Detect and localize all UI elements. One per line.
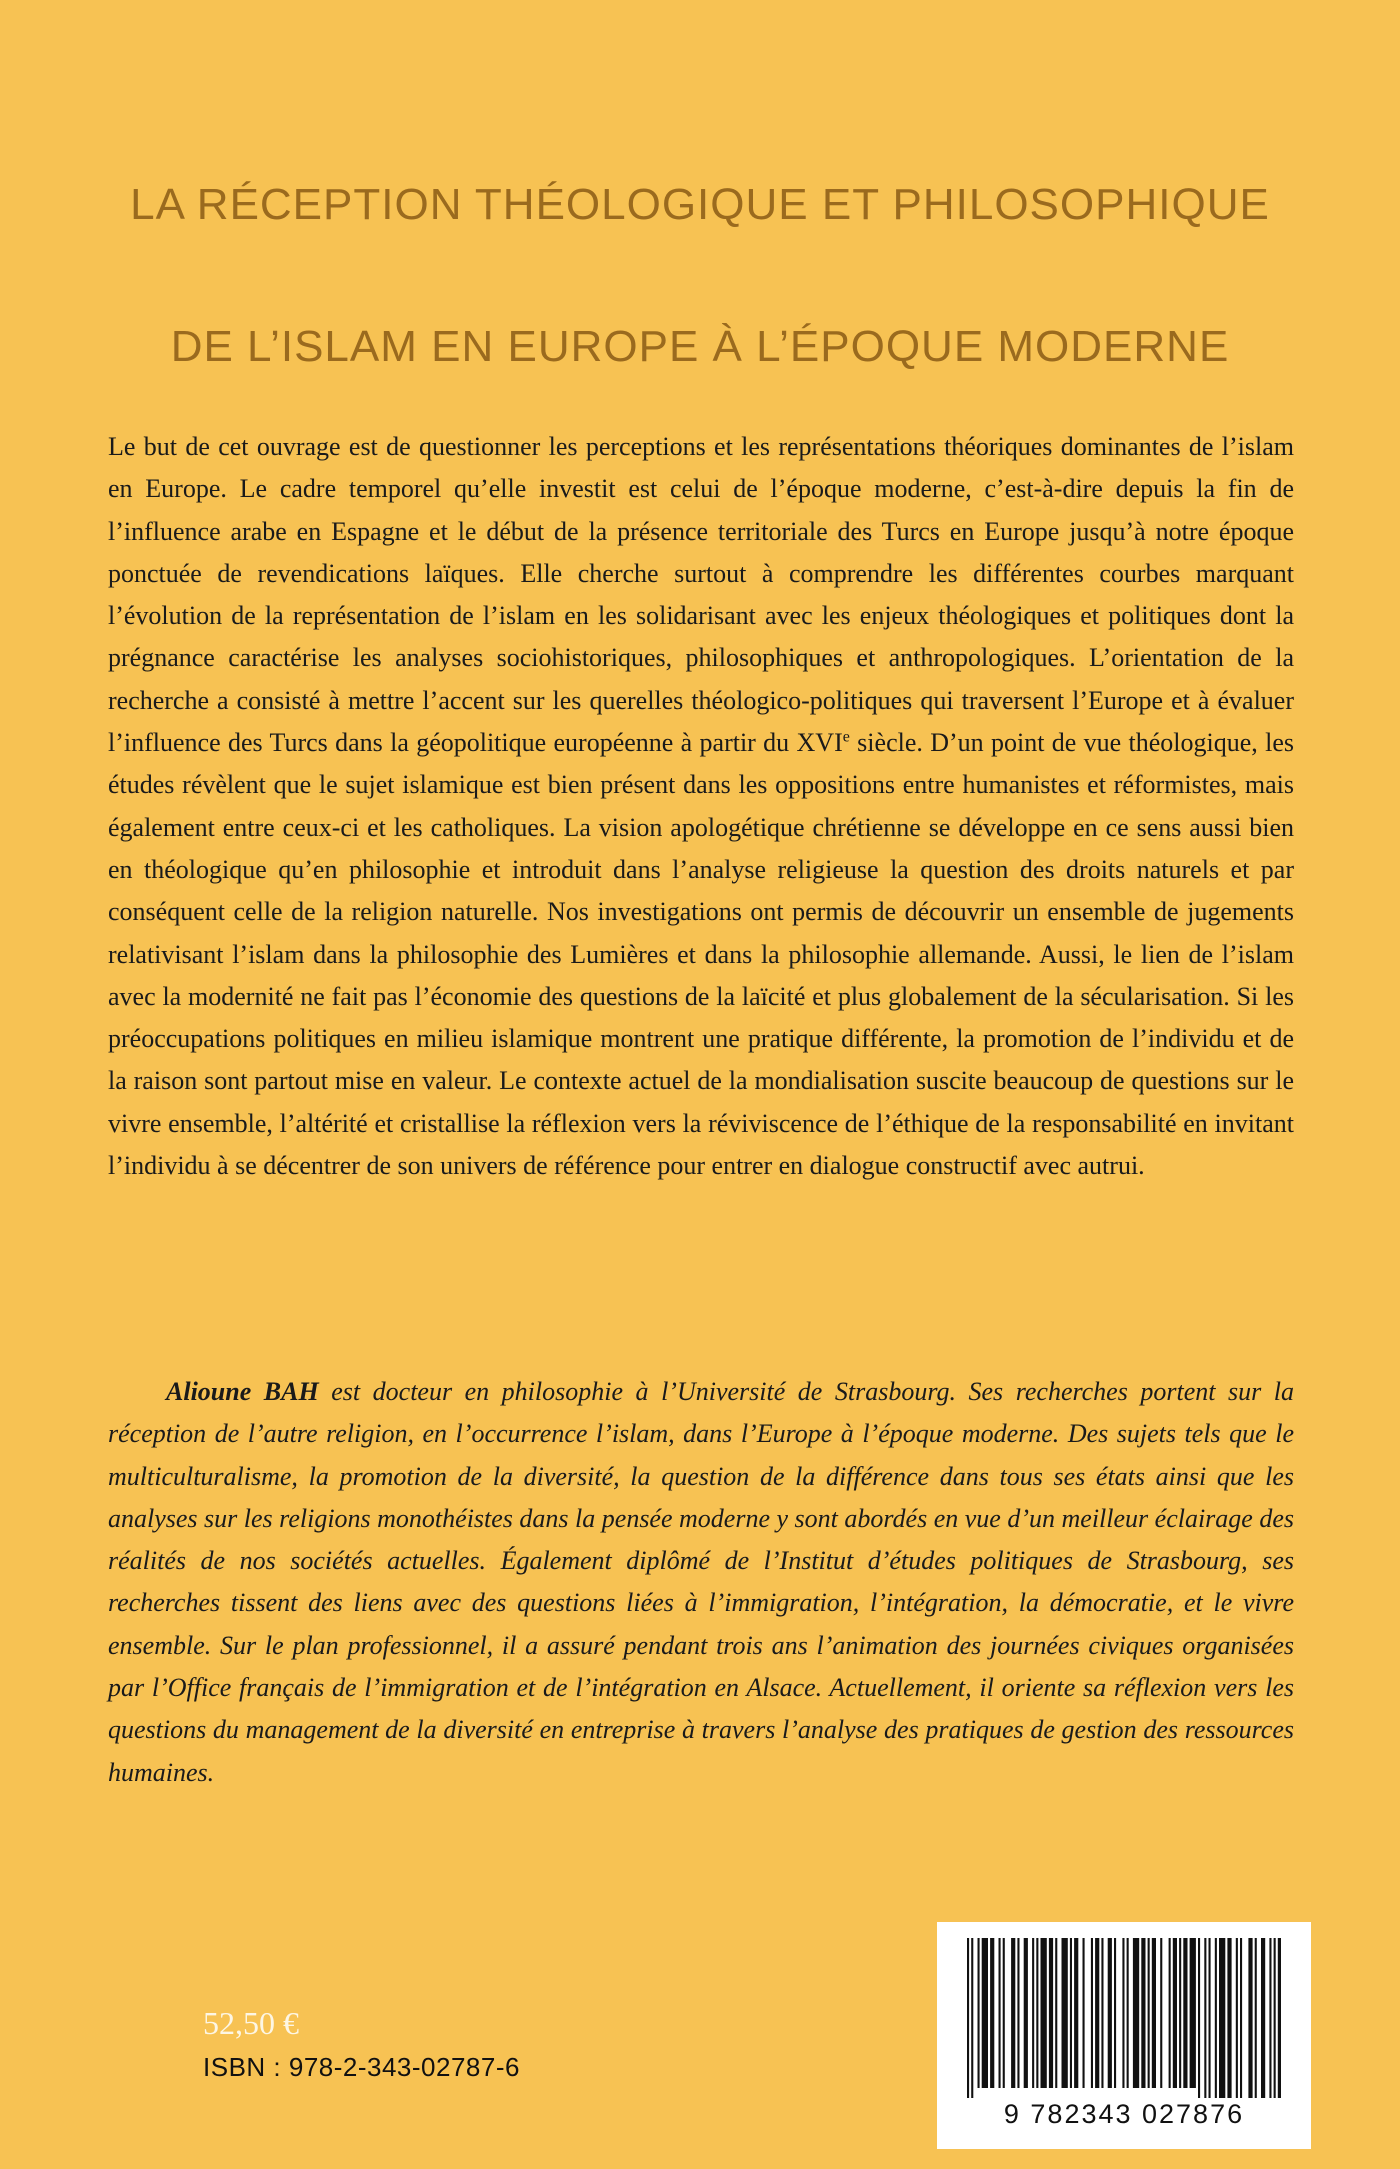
barcode-bar <box>1049 1938 1053 2088</box>
barcode-bar <box>1127 1938 1129 2088</box>
title-line-1: LA RÉCEPTION THÉOLOGIQUE ET PHILOSOPHIQUE <box>130 180 1270 229</box>
barcode-bar <box>1070 1938 1072 2088</box>
barcode-bar <box>1152 1938 1156 2088</box>
barcode-bar <box>1141 1938 1145 2088</box>
barcode-bar <box>1278 1938 1281 2098</box>
summary-text-part-2: siècle. D’un point de vue théologique, les études révèlent que le sujet islamique est bien présent dans les oppositions entre humanistes et réformistes, mais également entre ceux-ci et les catholiques. La vision apologétique chrétienne se développe en ce sens aussi bien en théologique qu’en philosophie et introduit dans l’analyse religieuse la question des droits naturels et par conséquent celle de la religion naturelle. Nos investigations ont permis de découvrir un ensemble de jugements relativisant l’islam dans la philosophie des Lumières et dans la philosophie allemande. Aussi, le lien de l’islam avec la modernité ne fait pas l’économie des questions de la laïcité et plus globalement de la sécularisation. Si les préoccupations politiques en milieu islamique montrent une pratique différente, la promotion de l’individu et de la raison sont partout mise en valeur. Le contexte actuel de la mondialisation suscite beaucoup de questions sur le vivre ensemble, l’altérité et cristallise la réflexion vers la réviviscence de l’éthique de la responsabilité en invitant l’individu à se décentrer de son univers de référence pour entrer en dialogue constructif avec autrui. <box>108 728 1294 1181</box>
barcode-bar <box>1219 1938 1225 2098</box>
barcode-bar <box>1198 1938 1200 2098</box>
barcode-bar <box>1062 1938 1068 2088</box>
barcode-bar <box>1255 1938 1257 2098</box>
barcode-bar <box>1236 1938 1238 2098</box>
barcode-bar <box>1209 1938 1211 2098</box>
barcode-bar <box>967 1938 969 2098</box>
barcode-bar <box>1108 1938 1112 2088</box>
barcode-bar <box>1133 1938 1139 2088</box>
barcode-bar <box>1179 1938 1181 2088</box>
barcode-bar <box>1074 1938 1078 2088</box>
barcode-icon <box>967 1938 1281 2098</box>
barcode-bar <box>1183 1938 1187 2088</box>
barcode-bar <box>1274 1938 1276 2098</box>
barcode-bar <box>1114 1938 1116 2088</box>
barcode-bar <box>1101 1938 1103 2088</box>
barcode-bar <box>971 1938 973 2098</box>
author-bio-paragraph <box>108 1371 1294 1794</box>
barcode-bar <box>1227 1938 1231 2098</box>
barcode-bar <box>1269 1938 1271 2098</box>
isbn-label: ISBN : 978-2-343-02787-6 <box>203 2052 520 2082</box>
barcode-bar <box>1041 1938 1047 2088</box>
barcode-bar <box>1204 1938 1206 2098</box>
barcode-bar <box>1240 1938 1242 2098</box>
barcode-bar <box>990 1938 994 2088</box>
barcode-bar <box>1190 1938 1196 2088</box>
barcode-bar <box>1032 1938 1034 2088</box>
barcode-bar <box>982 1938 988 2088</box>
barcode-bar <box>1083 1938 1085 2088</box>
barcode-bar <box>1160 1938 1162 2088</box>
barcode-bar <box>1122 1938 1124 2088</box>
barcode-bar <box>1011 1938 1015 2088</box>
barcode-bar <box>1003 1938 1005 2088</box>
barcode-bar <box>1055 1938 1057 2088</box>
barcode-bar <box>1024 1938 1028 2088</box>
author-bio-text: est docteur en philosophie à l’Université de Strasbourg. Ses recherches portent sur la réception de l’autre religion, en l’occurrence l’islam, dans l’Europe à l’époque moderne. Des sujets tels que le multiculturalisme, la promotion de la diversité, la question de la différence dans tous ses états ainsi que les analyses sur les religions monothéistes dans la pensée moderne y sont abordés en vue d’un meilleur éclairage des réalités de nos sociétés actuelles. Également diplômé de l’Institut d’études politiques de Strasbourg, ses recherches tissent des liens avec des questions liées à l’immigration, l’intégration, la démocratie, et le vivre ensemble. Sur le plan professionnel, il a assuré pendant trois ans l’animation des journées civiques organisées par l’Office français de l’immigration et de l’intégration en Alsace. Actuellement, il oriente sa réflexion vers les questions du management de la diversité en entreprise à travers l’analyse des pratiques de gestion des ressources humaines. <box>108 1377 1294 1787</box>
barcode-bar <box>1091 1938 1093 2088</box>
barcode-bar <box>1215 1938 1217 2098</box>
barcode <box>937 1922 1311 2149</box>
summary-text-part-1: Le but de cet ouvrage est de questionner les perceptions et les représentations théoriques dominantes de l’islam en Europe. Le cadre temporel qu’elle investit est celui de l’époque moderne, c’est-à-dire depuis la fin de l’influence arabe en Espagne et le début de la présence territoriale des Turcs en Europe jusqu’à notre époque ponctuée de revendications laïques. Elle cherche surtout à comprendre les différentes courbes marquant l’évolution de la représentation de l’islam en les solidarisant avec les enjeux théologiques et politiques dont la prégnance caractérise les analyses sociohistoriques, philosophiques et anthropologiques. L’orientation de la recherche a consisté à mettre l’accent sur les querelles théologico-politiques qui traversent l’Europe et à évaluer l’influence des Turcs dans la géopolitique européenne à partir du XVI <box>108 432 1294 758</box>
barcode-bar <box>1017 1938 1019 2088</box>
barcode-digits: 9 782343 027876 <box>1003 2099 1245 2129</box>
century-superscript: e <box>842 728 850 746</box>
barcode-bar <box>1095 1938 1099 2088</box>
barcode-bar <box>1148 1938 1150 2088</box>
barcode-bar <box>1261 1938 1265 2098</box>
title-line-2: DE L’ISLAM EN EUROPE À L’ÉPOQUE MODERNE <box>170 322 1230 371</box>
barcode-bar <box>999 1938 1001 2088</box>
author-name: Alioune BAH <box>166 1377 319 1406</box>
price-label: 52,50 € <box>203 2005 299 2041</box>
barcode-bar <box>1036 1938 1038 2088</box>
barcode-bar <box>1169 1938 1171 2088</box>
barcode-bar <box>978 1938 980 2088</box>
summary-paragraph <box>108 426 1294 1187</box>
barcode-bar <box>1248 1938 1252 2098</box>
barcode-bar <box>1173 1938 1177 2088</box>
